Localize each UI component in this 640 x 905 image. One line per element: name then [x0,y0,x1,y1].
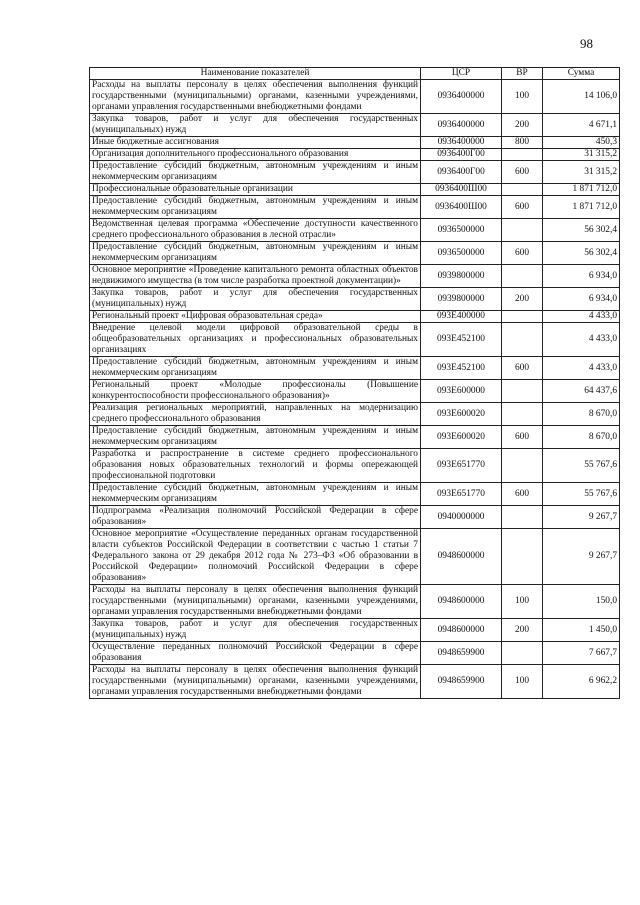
table-row [90,380,620,403]
row-amount: 450,3 [543,137,620,149]
row-name: Предоставление субсидий бюджетным, автономным учреждениям и иным некоммерческим организациям [90,196,421,219]
row-name: Закупка товаров, работ и услуг для обеспечения государственных (муниципальных) нужд [90,619,421,642]
row-name: Основное мероприятие «Осуществление переданных органам государственной власти субъектов Российской Федерации в соответствии с частью 1 статьи 7 Федерального закона от 29 декабря 2012 года № 273–ФЗ «Об образовании в Российской Федерации» полномочий Российской Федерации в сфере образования» [90,529,421,585]
row-code: 0936400Ш00 [421,196,502,219]
table-row [90,288,620,311]
table-row [90,642,620,665]
row-vr [502,184,543,196]
table-row [90,265,620,288]
row-name: Закупка товаров, работ и услуг для обеспечения государственных (муниципальных) нужд [90,288,421,311]
header-vr: ВР [502,68,543,80]
row-name: Предоставление субсидий бюджетным, автономным учреждениям и иным некоммерческим организациям [90,357,421,380]
table-row [90,483,620,506]
row-code: 0939800000 [421,265,502,288]
row-vr: 600 [502,196,543,219]
row-code: 093E400000 [421,311,502,323]
row-name: Предоставление субсидий бюджетным, автономным учреждениям и иным некоммерческим организациям [90,161,421,184]
row-amount: 4 433,0 [543,311,620,323]
row-vr [502,311,543,323]
table-row [90,665,620,699]
row-code: 0939800000 [421,288,502,311]
row-code: 0936400Г00 [421,161,502,184]
table-row [90,449,620,483]
row-amount: 31 315,2 [543,149,620,161]
row-code: 0936400Г00 [421,149,502,161]
row-amount: 1 871 712,0 [543,196,620,219]
row-name: Расходы на выплаты персоналу в целях обеспечения выполнения функций государственными (муниципальными) органами, казенными учреждениями, органами управления государственными внебюджетными фондами [90,665,421,699]
header-code: ЦСР [421,68,502,80]
row-code: 0936500000 [421,219,502,242]
row-name: Реализация региональных мероприятий, направленных на модернизацию среднего профессионального образования [90,403,421,426]
row-amount: 6 934,0 [543,265,620,288]
row-amount: 56 302,4 [543,242,620,265]
row-amount: 56 302,4 [543,219,620,242]
row-amount: 6 934,0 [543,288,620,311]
row-vr: 200 [502,619,543,642]
row-code: 0948659900 [421,665,502,699]
row-code: 093E651770 [421,449,502,483]
row-name: Ведомственная целевая программа «Обеспечение доступности качественного среднего профессионального образования в лесной отрасли» [90,219,421,242]
row-vr: 600 [502,161,543,184]
row-code: 093E452100 [421,357,502,380]
row-amount: 6 962,2 [543,665,620,699]
table-row [90,619,620,642]
page-number: 98 [580,36,593,51]
table-row [90,149,620,161]
row-name: Предоставление субсидий бюджетным, автономным учреждениям и иным некоммерческим организациям [90,242,421,265]
table-row [90,403,620,426]
table-row [90,196,620,219]
row-code: 093E600020 [421,426,502,449]
row-amount: 7 667,7 [543,642,620,665]
row-name: Организация дополнительного профессионального образования [90,149,421,161]
row-amount: 55 767,6 [543,449,620,483]
row-vr: 100 [502,665,543,699]
row-vr [502,403,543,426]
row-vr [502,219,543,242]
row-code: 093E651770 [421,483,502,506]
row-vr: 600 [502,242,543,265]
row-amount: 4 433,0 [543,323,620,357]
table-row [90,585,620,619]
row-name: Расходы на выплаты персоналу в целях обеспечения выполнения функций государственными (муниципальными) органами, казенными учреждениями, органами управления государственными внебюджетными фондами [90,585,421,619]
row-name: Осуществление переданных полномочий Российской Федерации в сфере образования [90,642,421,665]
row-name: Иные бюджетные ассигнования [90,137,421,149]
row-vr [502,380,543,403]
row-vr: 200 [502,288,543,311]
row-vr: 600 [502,357,543,380]
table-row [90,323,620,357]
table-header-row [90,68,620,80]
table-row [90,184,620,196]
row-vr: 600 [502,426,543,449]
row-vr: 100 [502,585,543,619]
row-amount: 4 671,1 [543,114,620,137]
row-code: 0948600000 [421,529,502,585]
row-vr [502,506,543,529]
row-vr [502,149,543,161]
header-name: Наименование показателей [90,68,421,80]
table-row [90,426,620,449]
row-name: Разработка и распространение в системе среднего профессионального образования новых образовательных технологий и формы опережающей профессиональной подготовки [90,449,421,483]
row-code: 0936400000 [421,80,502,114]
row-name: Региональный проект «Цифровая образовательная среда» [90,311,421,323]
row-vr: 600 [502,483,543,506]
row-vr [502,449,543,483]
row-vr [502,323,543,357]
row-name: Расходы на выплаты персоналу в целях обеспечения выполнения функций государственными (муниципальными) органами, казенными учреждениями, органами управления государственными внебюджетными фондами [90,80,421,114]
row-name: Закупка товаров, работ и услуг для обеспечения государственных (муниципальных) нужд [90,114,421,137]
row-code: 0936400000 [421,114,502,137]
row-amount: 9 267,7 [543,529,620,585]
row-amount: 64 437,6 [543,380,620,403]
table-row [90,242,620,265]
table-row [90,311,620,323]
row-vr: 200 [502,114,543,137]
row-code: 0948600000 [421,585,502,619]
header-amount: Сумма [543,68,620,80]
row-vr: 800 [502,137,543,149]
table-row [90,114,620,137]
row-code: 0948659900 [421,642,502,665]
row-amount: 150,0 [543,585,620,619]
row-amount: 14 106,0 [543,80,620,114]
row-name: Региональный проект «Молодые профессионалы (Повышение конкурентоспособности профессионального образования)» [90,380,421,403]
table-row [90,357,620,380]
table-row [90,529,620,585]
row-amount: 9 267,7 [543,506,620,529]
row-code: 0936500000 [421,242,502,265]
budget-table [89,67,620,699]
row-amount: 55 767,6 [543,483,620,506]
row-code: 093E600020 [421,403,502,426]
row-code: 093E452100 [421,323,502,357]
row-name: Предоставление субсидий бюджетным, автономным учреждениям и иным некоммерческим организациям [90,483,421,506]
row-name: Предоставление субсидий бюджетным, автономным учреждениям и иным некоммерческим организациям [90,426,421,449]
row-vr: 100 [502,80,543,114]
table-row [90,161,620,184]
row-vr [502,265,543,288]
table-row [90,80,620,114]
row-name: Профессиональные образовательные организации [90,184,421,196]
row-vr [502,529,543,585]
row-code: 093E600000 [421,380,502,403]
row-name: Внедрение целевой модели цифровой образовательной среды в общеобразовательных организациях и профессиональных образовательных организациях [90,323,421,357]
table-body [90,80,620,699]
row-amount: 1 450,0 [543,619,620,642]
row-code: 0936400Ш00 [421,184,502,196]
table-row [90,219,620,242]
table-row [90,137,620,149]
row-name: Подпрограмма «Реализация полномочий Российской Федерации в сфере образования» [90,506,421,529]
row-amount: 4 433,0 [543,357,620,380]
row-name: Основное мероприятие «Проведение капитального ремонта областных объектов недвижимого имущества (в том числе разработка проектной документации)» [90,265,421,288]
row-amount: 8 670,0 [543,403,620,426]
row-code: 0948600000 [421,619,502,642]
row-vr [502,642,543,665]
row-amount: 8 670,0 [543,426,620,449]
row-code: 0940000000 [421,506,502,529]
row-amount: 1 871 712,0 [543,184,620,196]
row-amount: 31 315,2 [543,161,620,184]
table-row [90,506,620,529]
row-code: 0936400000 [421,137,502,149]
